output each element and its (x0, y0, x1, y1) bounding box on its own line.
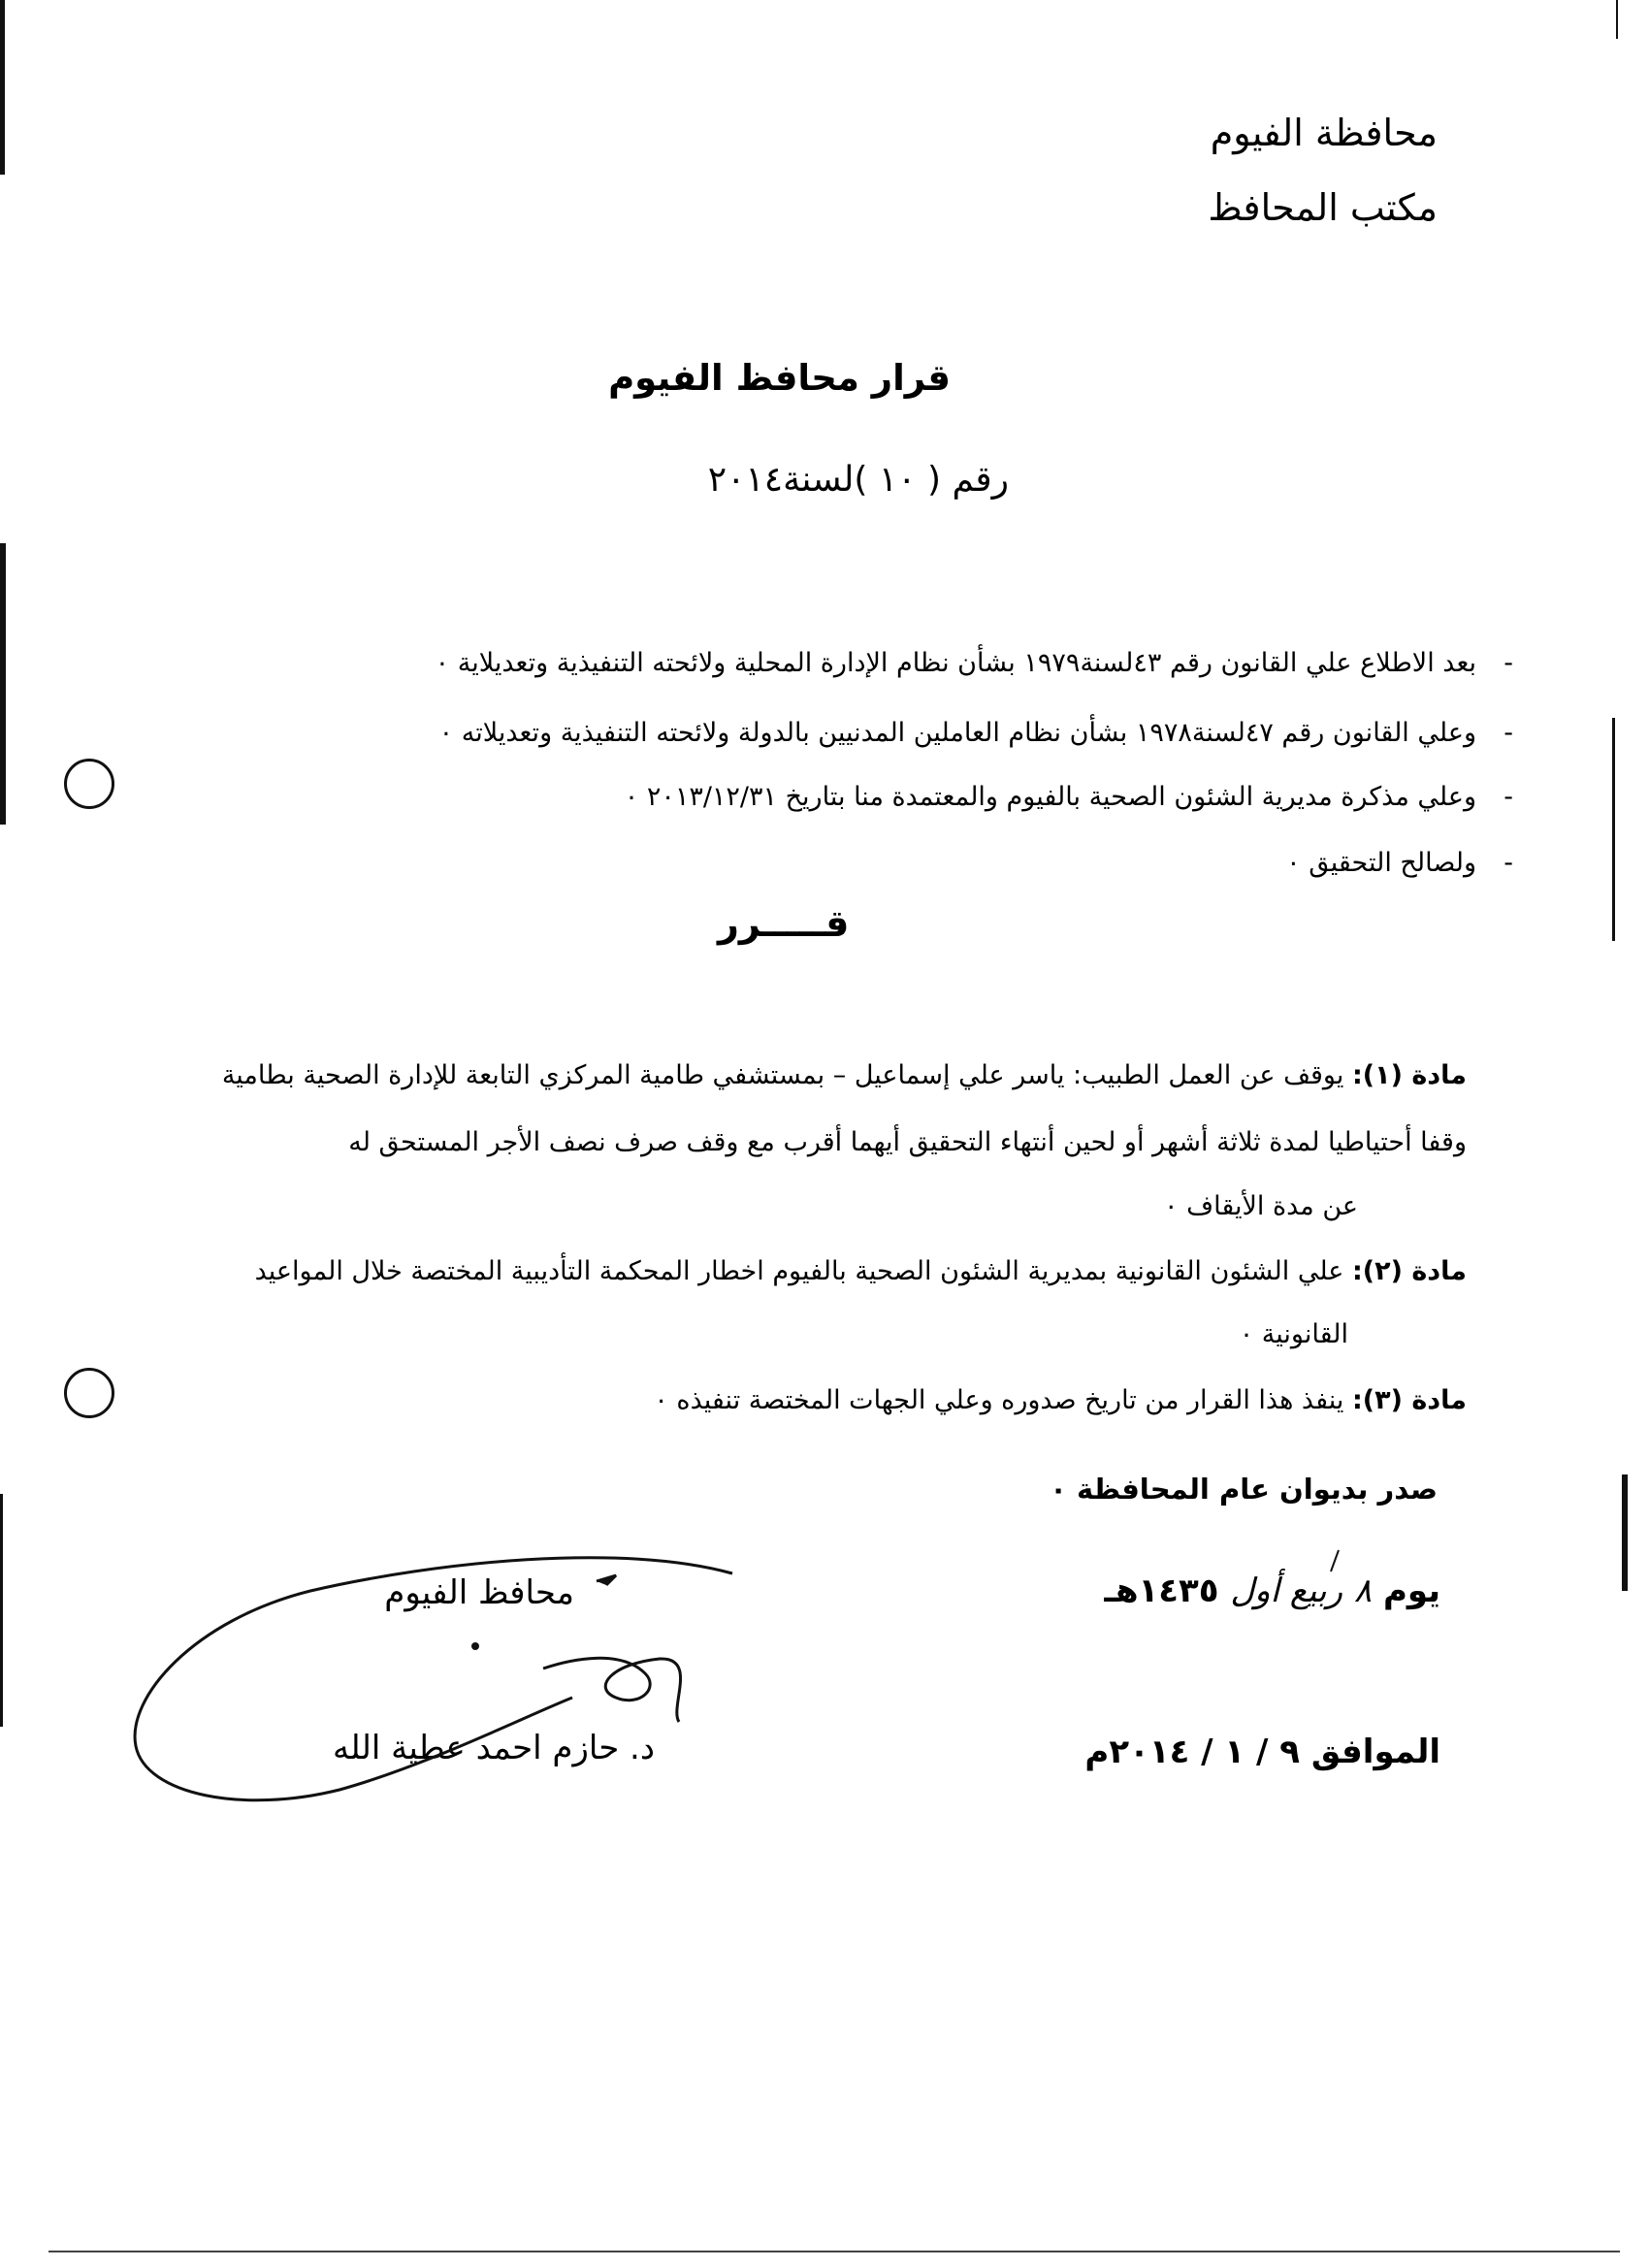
decree-heading: قـــــرر (718, 902, 850, 945)
article-label: مادة (٣): (1351, 1385, 1467, 1415)
bullet-dash: - (1504, 782, 1513, 812)
governor-office: مكتب المحافظ (1208, 186, 1438, 229)
article-1-line-3: عن مدة الأيقاف ٠ (1164, 1191, 1358, 1221)
handwritten-signature (116, 1552, 747, 1824)
article-3-line-1 (654, 1385, 1467, 1415)
article-label: مادة (١): (1351, 1060, 1467, 1090)
article-1-line-1 (222, 1060, 1467, 1090)
article-1-line-2: وقفا أحتياطيا لمدة ثلاثة أشهر أو لحين أنتهاء التحقيق أيهما أقرب مع وقف صرف نصف الأجر المستحق له (348, 1127, 1467, 1157)
scan-edge-mark (1616, 0, 1618, 39)
signature-stroke (597, 1575, 616, 1585)
decision-number: رقم ( ١٠ )لسنة٢٠١٤ (707, 460, 1009, 500)
scan-edge-mark (0, 543, 6, 825)
preamble-item: وعلي القانون رقم ٤٧لسنة١٩٧٨ بشأن نظام العاملين المدنيين بالدولة ولائحته التنفيذية وتعديلاته ٠ (438, 718, 1476, 748)
scan-edge-mark (1622, 1474, 1628, 1591)
issued-statement: صدر بديوان عام المحافظة ٠ (1050, 1473, 1438, 1506)
article-2-line-2: القانونية ٠ (1239, 1319, 1348, 1349)
governorate-name: محافظة الفيوم (1210, 112, 1438, 154)
article-text: علي الشئون القانونية بمديرية الشئون الصحية بالفيوم اخطار المحكمة التأديبية المختصة خلال المواعيد (254, 1256, 1344, 1286)
preamble-item: بعد الاطلاع علي القانون رقم ٤٣لسنة١٩٧٩ بشأن نظام الإدارة المحلية ولائحته التنفيذية وتعديلاية ٠ (435, 648, 1476, 678)
hijri-day: ٨ (1353, 1571, 1373, 1610)
scan-bottom-line (48, 2251, 1620, 2252)
article-text: ينفذ هذا القرار من تاريخ صدوره وعلي الجهات المختصة تنفيذه ٠ (654, 1385, 1344, 1415)
bullet-dash: - (1504, 648, 1513, 678)
signature-dot (471, 1642, 479, 1650)
gregorian-date (1084, 1733, 1440, 1771)
signatory-title: محافظ الفيوم (384, 1573, 574, 1612)
signature-loop (135, 1558, 732, 1800)
gregorian-value: ٩ / ١ / ٢٠١٤م (1084, 1733, 1301, 1771)
preamble-item: وعلي مذكرة مديرية الشئون الصحية بالفيوم والمعتمدة منا بتاريخ ٢٠١٣/١٢/٣١ ٠ (624, 782, 1476, 812)
scan-edge-mark (0, 0, 5, 175)
punch-hole (64, 1368, 114, 1418)
signature-scribble (543, 1658, 681, 1722)
hijri-month: ربيع أول (1230, 1571, 1343, 1610)
date-prefix: يوم (1382, 1571, 1440, 1610)
article-label: مادة (٢): (1351, 1256, 1467, 1286)
bullet-dash: - (1504, 848, 1513, 878)
bullet-dash: - (1504, 718, 1513, 748)
preamble-item: ولصالح التحقيق ٠ (1286, 848, 1476, 878)
article-2-line-1 (255, 1256, 1467, 1286)
scan-edge-mark (1612, 718, 1615, 941)
article-text: يوقف عن العمل الطبيب: ياسر علي إسماعيل – بمستشفي طامية المركزي التابعة للإدارة الصحية بطامية (221, 1060, 1344, 1090)
date-prefix: الموافق (1310, 1733, 1440, 1771)
punch-hole (64, 759, 114, 809)
signatory-name: د. حازم احمد عطية الله (333, 1729, 655, 1767)
scan-edge-mark (0, 1494, 3, 1727)
handwritten-date-stroke (1203, 1542, 1358, 1581)
hijri-year: ١٤٣٥هـ (1104, 1571, 1219, 1610)
decision-title: قرار محافظ الفيوم (608, 357, 951, 399)
